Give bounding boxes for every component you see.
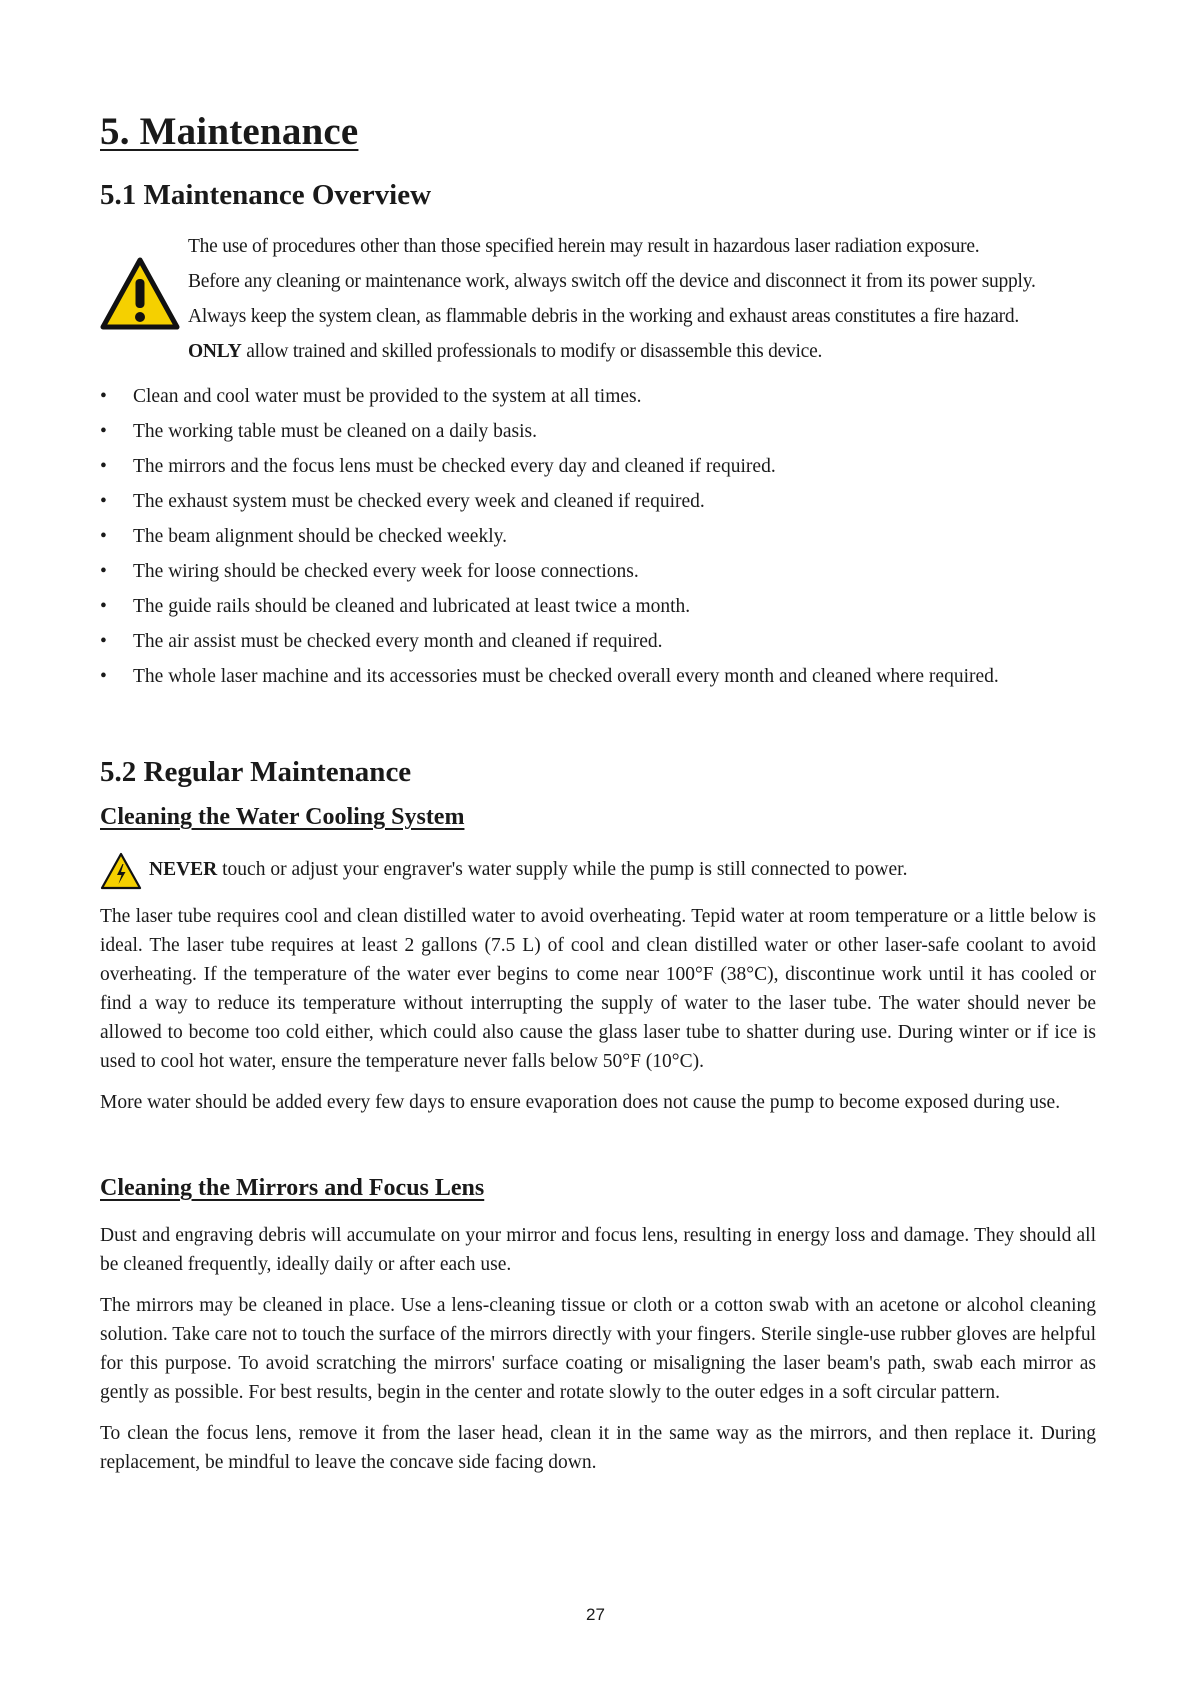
subheading-water-cooling: Cleaning the Water Cooling System <box>100 804 465 830</box>
list-item: • The beam alignment should be checked weekly. <box>100 526 507 547</box>
electrical-warning <box>100 850 1096 890</box>
maintenance-checklist <box>100 379 1096 694</box>
paragraph: To clean the focus lens, remove it from the laser head, clean it in the same way as the mirrors, and then replace it. During replacement, be mindful to leave the concave side facing down. <box>100 1423 1096 1473</box>
paragraph: Dust and engraving debris will accumulate on your mirror and focus lens, resulting in energy loss and damage. They should all be cleaned frequently, ideally daily or after each use. <box>100 1225 1096 1275</box>
electrical-hazard-icon <box>100 852 142 890</box>
section-title-regular: 5.2 Regular Maintenance <box>100 756 412 788</box>
electrical-warning-text: NEVER touch or adjust your engraver's water supply while the pump is still connected to power. <box>149 859 908 880</box>
paragraph: The laser tube requires cool and clean distilled water to avoid overheating. Tepid water at room temperature or a little below is ideal. The laser tube requires at least 2 gallons (7.5 L) of cool and clean distilled water or other laser-safe coolant to avoid overheating. If the temperature of the water ever begins to come near 100°F (38°C), discontinue work until it has cooled or find a way to reduce its temperature without interrupting the supply of water to the laser tube. The water should never be allowed to become too cold either, which could also cause the glass laser tube to shatter during use. During winter or if ice is used to cool hot water, ensure the temperature never falls below 50°F (10°C). <box>100 906 1096 1072</box>
warning-line: ONLY allow trained and skilled professionals to modify or disassemble this device. <box>188 341 823 362</box>
list-item: • The wiring should be checked every week for loose connections. <box>100 561 639 582</box>
chapter-title: 5. Maintenance <box>100 110 359 153</box>
section-title-overview: 5.1 Maintenance Overview <box>100 179 432 211</box>
warning-exclamation-icon <box>100 257 180 331</box>
warning-line: Always keep the system clean, as flammable debris in the working and exhaust areas constitutes a fire hazard. <box>188 306 1019 327</box>
page-number: 27 <box>586 1605 605 1624</box>
warning-line: Before any cleaning or maintenance work, always switch off the device and disconnect it from its power supply. <box>188 271 1036 292</box>
paragraph: The mirrors may be cleaned in place. Use a lens-cleaning tissue or cloth or a cotton swab with an acetone or alcohol cleaning solution. Take care not to touch the surface of the mirrors directly with your fingers. Sterile single-use rubber gloves are helpful for this purpose. To avoid scratching the mirrors' surface coating or misaligning the laser beam's path, swab each mirror as gently as possible. For best results, begin in the center and rotate slowly to the outer edges in a soft circular pattern. <box>100 1295 1096 1403</box>
list-item: • Clean and cool water must be provided to the system at all times. <box>100 386 642 407</box>
list-item: • The mirrors and the focus lens must be checked every day and cleaned if required. <box>100 456 776 477</box>
list-item: • The air assist must be checked every month and cleaned if required. <box>100 631 663 652</box>
safety-warning-block <box>100 229 1096 369</box>
list-item: • The guide rails should be cleaned and lubricated at least twice a month. <box>100 596 691 617</box>
list-item: • The whole laser machine and its accessories must be checked overall every month and cleaned where required. <box>100 666 999 687</box>
page-content <box>100 108 1096 1477</box>
paragraph: More water should be added every few days to ensure evaporation does not cause the pump to become exposed during use. <box>100 1092 1061 1113</box>
warning-lines <box>188 229 1036 369</box>
list-item: • The working table must be cleaned on a daily basis. <box>100 421 537 442</box>
warning-line: The use of procedures other than those specified herein may result in hazardous laser radiation exposure. <box>188 236 980 257</box>
list-item: • The exhaust system must be checked every week and cleaned if required. <box>100 491 705 512</box>
subheading-mirrors-lens: Cleaning the Mirrors and Focus Lens <box>100 1175 485 1201</box>
